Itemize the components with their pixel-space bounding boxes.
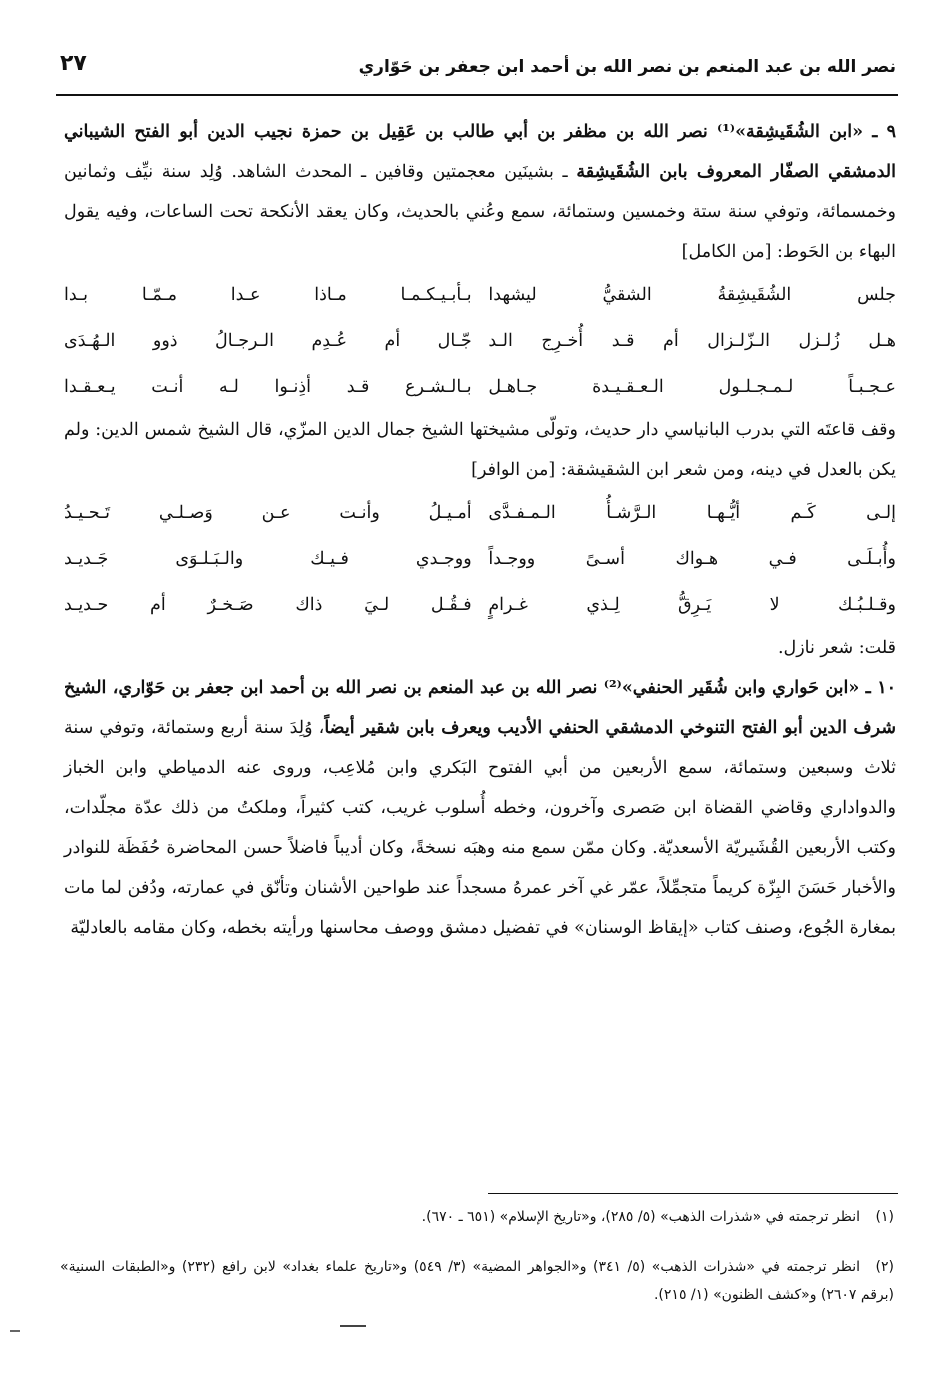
verse-first-hemistich: عـجـبـاً لـمـجـلـول الـعـقـيـدة جـاهـل xyxy=(488,377,896,397)
entry-9-heading: ٩ ـ «ابن الشُقَيشِقة»⁽¹⁾ نصر الله بن مظفر بن أبي طالب بن عَقِيل بن حمزة نجيب الدين أبو الفتح الشيباني الدمشقي الصفّار المعروف بابن الشُقَيشِقة xyxy=(64,122,896,182)
page-number: ٢٧ xyxy=(60,51,87,76)
verse-second-hemistich: أمـيـلُ وأنـت عـن وَصـلـي تَـحـيـدُ xyxy=(64,503,472,523)
scan-artifact xyxy=(10,1330,20,1332)
footnote-divider xyxy=(488,1193,898,1194)
verse-second-hemistich: بـأبـيـكـمـا مـاذا عـدا مـمّـا بـدا xyxy=(64,285,472,305)
verse-first-hemistich: هـل زُلـزل الـزّلـزال أم قـد أُخـرِج الـد xyxy=(488,331,896,351)
entry-9-text: ـ بشينَين معجمتين وقافين ـ المحدث الشاهد. وُلِد سنة نيِّف وثمانين وخمسمائة، وتوفي سنة ستة وخمسين وستمائة، سمع وعُني بالحديث، وكان يعقد الأنكحة تحت الساعات، وفيه يقول البهاء بن الحَوط: [من الكامل] xyxy=(64,162,896,262)
entry-9-closing: قلت: شعر نازل. xyxy=(777,638,896,658)
footnotes xyxy=(60,1203,894,1331)
header-divider xyxy=(56,94,898,96)
verse-line xyxy=(64,536,896,582)
footnote-text: انظر ترجمته في «شذرات الذهب» (٥/ ٣٤١) و«الجواهر المضية» (٣/ ٥٤٩) و«تاريخ علماء بغداد» لابن رافع (٢٣٢) و«الطبقات السنية» (برقم ٢٦٠٧) و«كشف الظنون» (١/ ٢١٥). xyxy=(60,1259,894,1303)
entry-9-paragraph xyxy=(64,112,896,272)
verse-line xyxy=(64,364,896,410)
verse-second-hemistich: جّـال أم عُـدِم الـرجـالُ ذوو الـهُـدَى xyxy=(64,331,472,351)
footnote-number: (١) xyxy=(875,1209,894,1225)
verse-second-hemistich: فـقُـل لـيَ ذاك صَـخـرٌ أم حـديـد xyxy=(64,595,472,615)
verse-line xyxy=(64,490,896,536)
entry-9-continuation: وقف قاعتَه التي بدرب البانياسي دار حديث، وتولّى مشيختها الشيخ جمال الدين المزّي، قال الشيخ شمس الدين: ولم يكن بالعدل في دينه، ومن شعر ابن الشقيشقة: [من الوافر] xyxy=(64,420,896,480)
footnote-1 xyxy=(60,1203,894,1231)
footnote-2 xyxy=(60,1253,894,1309)
entry-10-paragraph xyxy=(64,668,896,948)
verse-line xyxy=(64,582,896,628)
verse-first-hemistich: جلس الشُقَيشِقةُ الشقيُّ ليشهدا xyxy=(488,285,896,305)
main-text xyxy=(64,112,896,948)
verse-first-hemistich: وأُبـلَـى فـي هـواك أسـىً ووجـداً xyxy=(488,549,896,569)
verse-first-hemistich: وقـلـبُـك لا يَـرِقُّ لِـذي غـرامٍ xyxy=(488,595,896,615)
footnote-text: انظر ترجمته في «شذرات الذهب» (٥/ ٢٨٥)، و«تاريخ الإسلام» (٦٥١ ـ ٦٧٠). xyxy=(421,1209,860,1225)
verse-second-hemistich: بـالـشـرع قـد أذِنـوا لـه أنـت يـعـقـدا xyxy=(64,377,472,397)
verse-first-hemistich: إلـى كَـم أيُّـهـا الـرَّشـأُ الـمـفـدَّى xyxy=(488,503,896,523)
poem-wafir xyxy=(64,490,896,628)
running-header: نصر الله بن عبد المنعم بن نصر الله بن أحمد ابن جعفر بن حَوّاري xyxy=(358,57,896,77)
entry-10-text: ، وُلِدَ سنة أربع وستمائة، وتوفي سنة ثلاث وسبعين وستمائة، سمع الأربعين من أبي الفتوح البَكري وابن مُلاعِب، وروى عنه الدمياطي وابن الخباز والدواداري وقاضي القضاة ابن صَصرى وآخرون، وخطه أُسلوب غريب، كتب كثيراً، وملكتُ من ذلك عدّة مجلّدات، وكتب الأربعين القُشَيريّة الأسعديّة. وكان ممّن سمع منه وهبَه نسخةً، وكان أديباً فاضلاً حسن المحاضرة حُفَظَة للنوادر والأخبار حَسَنَ البِزّة كريماً متجمِّلاً، عمّر غي آخر عمرهُ مسجداً عند طواحين الأشنان وتأنّق في عمارته، ودُفن لما مات بمغارة الجُوع، وصنف كتاب «إيقاظ الوسنان» في تفضيل دمشق ووصف محاسنها ورأيته بخطه، وكان مقامه بالعادليّة xyxy=(64,718,896,938)
entry-10-heading: ١٠ ـ «ابن حَواري وابن شُقَير الحنفي»⁽²⁾ نصر الله بن عبد المنعم بن نصر الله بن أحمد ابن جعفر بن حَوّاري، الشيخ شرف الدين أبو الفتح التنوخي الدمشقي الحنفي الأديب ويعرف بابن شقير أيضاً xyxy=(64,678,897,738)
verse-line xyxy=(64,318,896,364)
verse-line xyxy=(64,272,896,318)
footnote-number: (٢) xyxy=(875,1259,895,1275)
poem-kamil xyxy=(64,272,896,410)
verse-second-hemistich: ووجـدي فـيـك والـبَـلـوَى جَـديـد xyxy=(64,549,472,569)
scan-artifact xyxy=(340,1325,366,1327)
